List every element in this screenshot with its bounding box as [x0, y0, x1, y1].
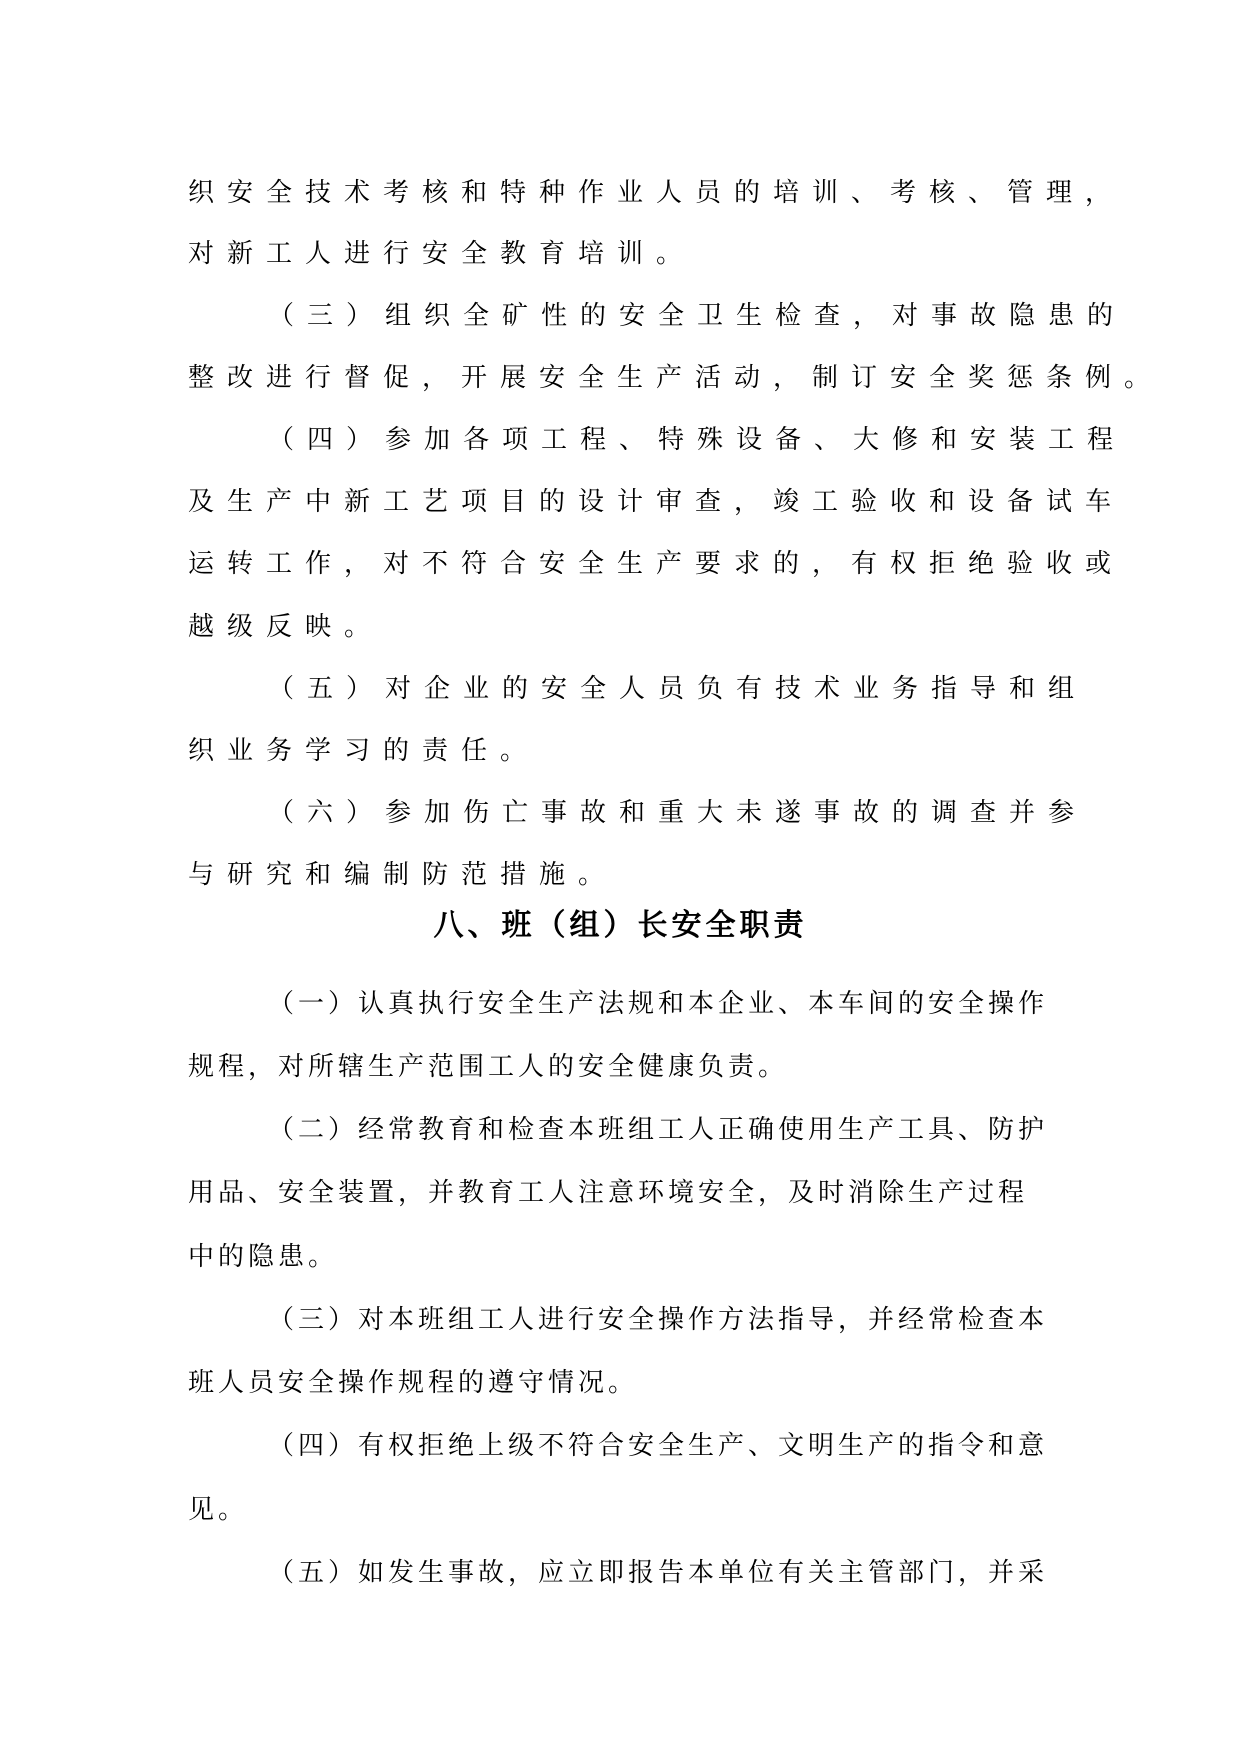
paragraph-line: 规程，对所辖生产范围工人的安全健康负责。 [188, 1052, 789, 1082]
paragraph-line: （四）参加各项工程、特殊设备、大修和安装工程 [268, 425, 1127, 455]
paragraph-line: （三）组织全矿性的安全卫生检查，对事故隐患的 [268, 301, 1127, 331]
paragraph-line: 织业务学习的责任。 [188, 736, 540, 766]
paragraph-line: 见。 [188, 1495, 249, 1525]
paragraph-line: 越级反映。 [188, 612, 384, 642]
paragraph-line: 对新工人进行安全教育培训。 [188, 239, 696, 269]
paragraph-line: 中的隐患。 [188, 1242, 339, 1272]
paragraph-line: （三）对本班组工人进行安全操作方法指导，并经常检查本 [268, 1305, 1049, 1335]
paragraph-line: 织安全技术考核和特种作业人员的培训、考核、管理， [188, 178, 1125, 208]
paragraph-line: 运转工作，对不符合安全生产要求的，有权拒绝验收或 [188, 549, 1125, 579]
paragraph-line: （二）经常教育和检查本班组工人正确使用生产工具、防护 [268, 1115, 1049, 1145]
paragraph-line: （六）参加伤亡事故和重大未遂事故的调查并参 [268, 798, 1088, 828]
section-heading: 八、班（组）长安全职责 [433, 908, 808, 943]
paragraph-line: （五）如发生事故，应立即报告本单位有关主管部门，并采 [268, 1558, 1049, 1588]
paragraph-line: （一）认真执行安全生产法规和本企业、本车间的安全操作 [268, 989, 1049, 1019]
paragraph-line: 与研究和编制防范措施。 [188, 860, 618, 890]
paragraph-line: 用品、安全装置，并教育工人注意环境安全，及时消除生产过程 [188, 1178, 1029, 1208]
paragraph-line: （四）有权拒绝上级不符合安全生产、文明生产的指令和意 [268, 1431, 1049, 1461]
paragraph-line: （五）对企业的安全人员负有技术业务指导和组 [268, 674, 1088, 704]
paragraph-line: 及生产中新工艺项目的设计审查，竣工验收和设备试车 [188, 487, 1125, 517]
paragraph-line: 班人员安全操作规程的遵守情况。 [188, 1368, 639, 1398]
paragraph-line: 整改进行督促，开展安全生产活动，制订安全奖惩条例。 [188, 363, 1164, 393]
